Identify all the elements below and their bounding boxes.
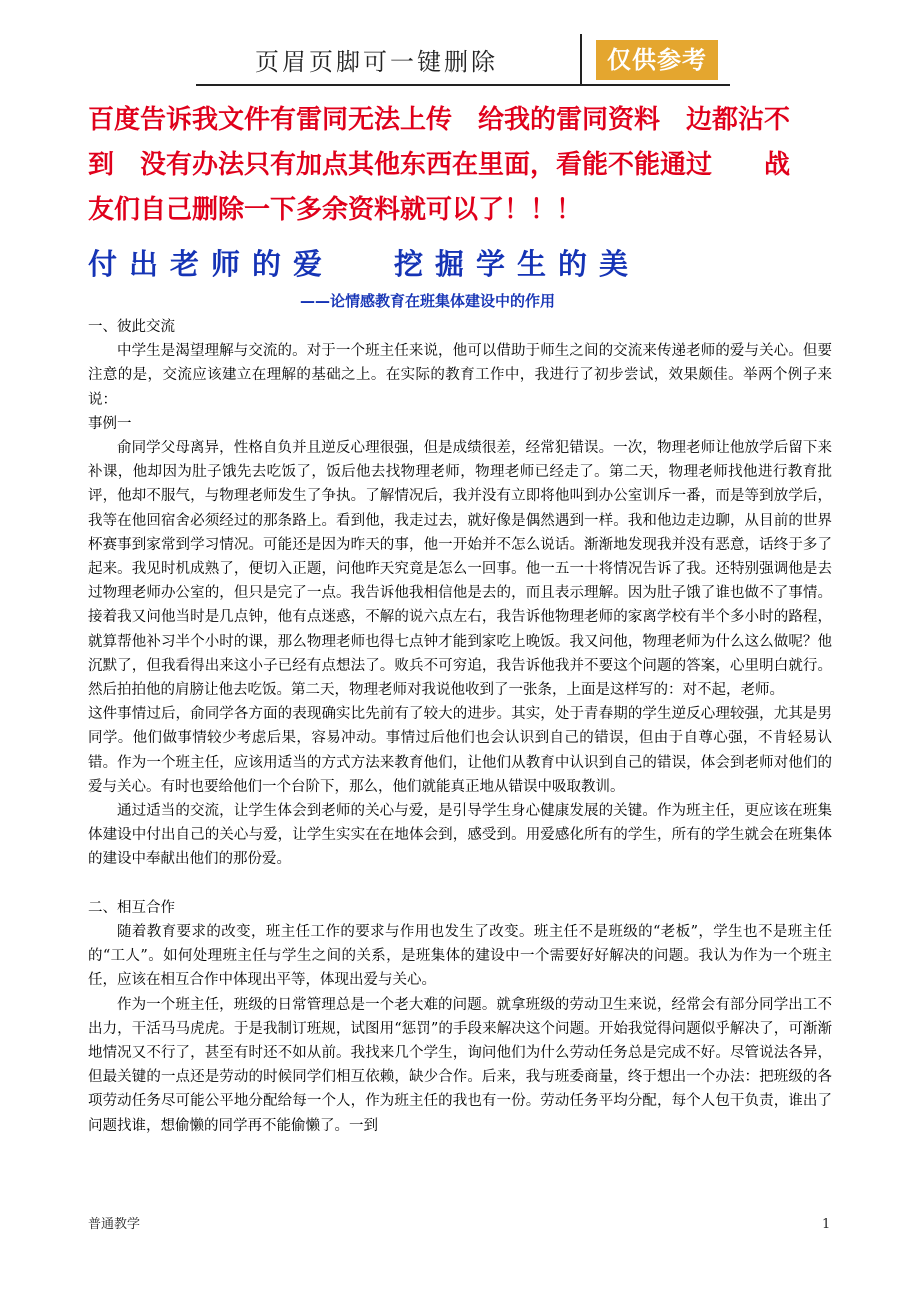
header-text: 页眉页脚可一键删除 [255,48,498,76]
article-body [88,315,832,1138]
page-title [88,240,848,288]
notice-line: 到 没有办法只有加点其他东西在里面，看能不能通过 战 [88,150,791,180]
page-number: 1 [822,1217,831,1232]
header-rule [196,84,730,86]
notice-line: 百度告诉我文件有雷同无法上传 给我的雷同资料 边都沾不 [88,105,791,135]
section-heading: 一、彼此交流 [88,319,175,335]
example-label: 事例一 [88,415,132,432]
paragraph: 作为一个班主任，班级的日常管理总是一个老大难的问题。就拿班级的劳动卫生来说，经常会有部分同学出工不出力，干活马马虎虎。于是我制订班规，试图用“惩罚”的手段来解决这个问题。开始我觉得问题似乎解决了，可渐渐地情况又不行了，甚至有时还不如从前。我找来几个学生，询问他们为什么劳动任务总是完成不好。尽管说法各异，但最关键的一点还是劳动的时候同学们相互依赖，缺少合作。后来，我与班委商量，终于想出一个办法：把班级的各项劳动任务尽可能公平地分配给每一个人，作为班主任的我也有一份。劳动任务平均分配，每个人包干负责，谁出了问题找谁，想偷懒的同学再不能偷懒了。一到 [88,996,832,1134]
paragraph: 随着教育要求的改变，班主任工作的要求与作用也发生了改变。班主任不是班级的“老板”，学生也不是班主任的“工人”。如何处理班主任与学生之间的关系，是班集体的建设中一个需要好好解决的问题。我认为作为一个班主任，应该在相互合作中体现出平等，体现出爱与关心。 [88,924,832,989]
paragraph: 俞同学父母离异，性格自负并且逆反心理很强，但是成绩很差，经常犯错误。一次，物理老师让他放学后留下来补课，他却因为肚子饿先去吃饭了，饭后他去找物理老师，物理老师已经走了。第二天，物理老师找他进行教育批评，他却不服气，与物理老师发生了争执。了解情况后，我并没有立即将他叫到办公室训斥一番，而是等到放学后，我等在他回宿舍必须经过的那条路上。看到他，我走过去，就好像是偶然遇到一样。我和他边走边聊，从目前的世界杯赛事到家常到学习情况。可能还是因为昨天的事，他一开始并不怎么说话。渐渐地发现我并没有恶意，话终于多了起来。我见时机成熟了，便切入正题，问他昨天究竟是怎么一回事。他一五一十将情况告诉了我。还特别强调他是去过物理老师办公室的，但只是完了一点。我告诉他我相信他是去的，而且表示理解。因为肚子饿了谁也做不了事情。接着我又问他当时是几点钟，他有点迷惑，不解的说六点左右，我告诉他物理老师的家离学校有半个多小时的路程，就算帮他补习半个小时的课，那么物理老师也得七点钟才能到家吃上晚饭。我又问他，物理老师为什么这么做呢？他沉默了，但我看得出来这小子已经有点想法了。败兵不可穷追，我告诉他我并不要这个问题的答案，心里明白就行。然后拍拍他的肩膀让他去吃饭。第二天，物理老师对我说他收到了一张条，上面是这样写的：对不起，老师。 [88,440,832,699]
page-subtitle: ——论情感教育在班集体建设中的作用 [300,292,556,310]
notice-block [88,98,848,233]
paragraph: 通过适当的交流，让学生体会到老师的关心与爱，是引导学生身心健康发展的关键。作为班主任，更应该在班集体建设中付出自己的关心与爱，让学生实实在在地体会到，感受到。用爱感化所有的学生，所有的学生就会在班集体的建设中奉献出他们的那份爱。 [88,803,832,868]
paragraph: 中学生是渴望理解与交流的。对于一个班主任来说，他可以借助于师生之间的交流来传递老师的爱与关心。但要注意的是，交流应该建立在理解的基础之上。在实际的教育工作中，我进行了初步尝试，效果颇佳。举两个例子来说： [88,343,832,408]
reference-badge: 仅供参考 [596,40,718,80]
section-heading: 二、相互合作 [88,899,175,916]
spacer [88,872,832,896]
footer-label: 普通教学 [88,1217,141,1232]
header-divider [580,34,582,84]
paragraph: 这件事情过后，俞同学各方面的表现确实比先前有了较大的进步。其实，处于青春期的学生逆反心理较强，尤其是男同学。他们做事情较少考虑后果，容易冲动。事情过后他们也会认识到自己的错误，但由于自尊心强，不肯轻易认错。作为一个班主任，应该用适当的方式方法来教育他们，让他们从教育中认识到自己的错误，体会到老师对他们的爱与关心。有时也要给他们一个台阶下，那么，他们就能真正地从错误中吸取教训。 [88,706,832,795]
notice-line: 友们自己删除一下多余资料就可以了！！！ [88,195,583,225]
title-part-2: 挖掘学生的美 [394,247,641,281]
title-part-1: 付出老师的爱 [88,247,335,281]
